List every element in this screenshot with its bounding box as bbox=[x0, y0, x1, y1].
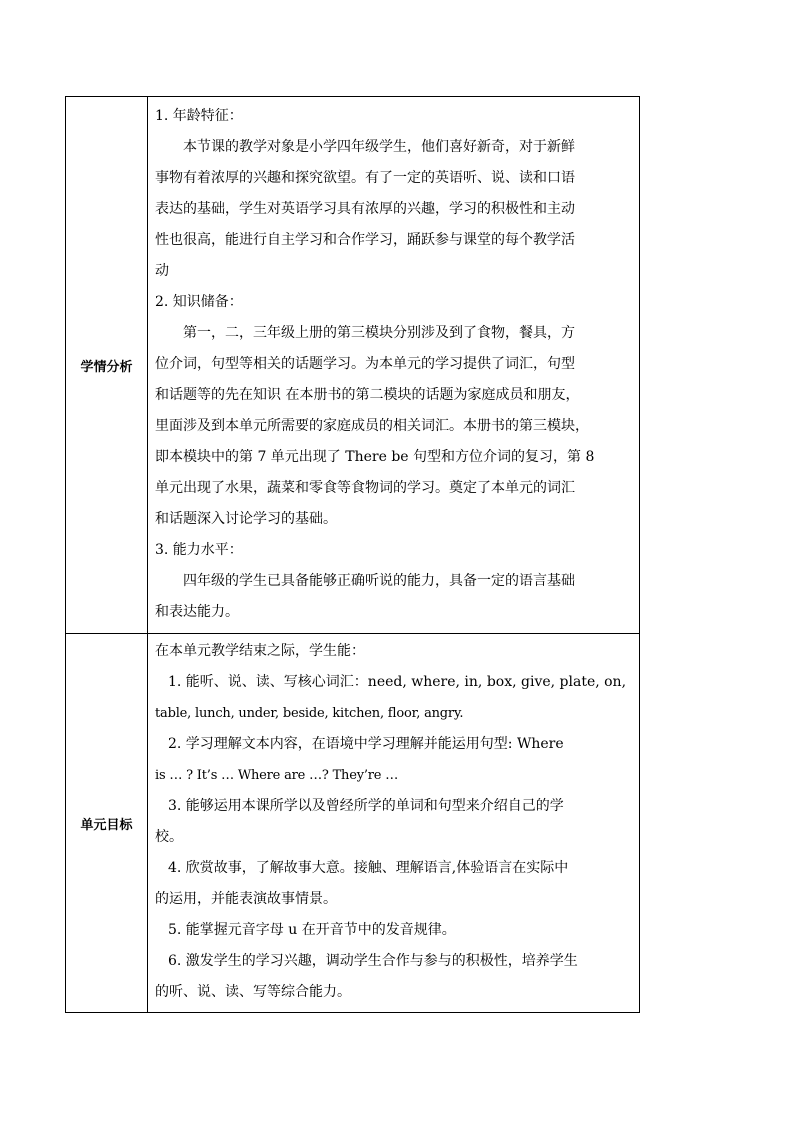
text-line: 在本单元教学结束之际，学生能： bbox=[155, 643, 365, 659]
row-label-unit-objectives: 单元目标 bbox=[66, 634, 148, 1013]
text-line: 里面涉及到本单元所需要的家庭成员的相关词汇。本册书的第三模块， bbox=[155, 417, 589, 434]
text-line: 3. 能够运用本课所学以及曾经所学的单词和句型来介绍自己的学 bbox=[168, 798, 564, 814]
text-line: 本节课的教学对象是小学四年级学生，他们喜好新奇，对于新鲜 bbox=[183, 138, 575, 155]
text-line: 第一，二，三年级上册的第三模块分别涉及到了食物，餐具，方 bbox=[183, 324, 575, 341]
text-line: 事物有着浓厚的兴趣和探究欲望。有了一定的英语听、说、读和口语 bbox=[155, 169, 575, 186]
text-line: 表达的基础，学生对英语学习具有浓厚的兴趣，学习的积极性和主动 bbox=[155, 200, 575, 217]
text-line: 和话题深入讨论学习的基础。 bbox=[155, 510, 337, 527]
text-line: 6. 激发学生的学习兴趣，调动学生合作与参与的积极性，培养学生 bbox=[168, 953, 578, 969]
text-line: 1. 能听、说、读、写核心词汇：need, where, in, box, give, plate, on, bbox=[168, 674, 627, 690]
table-row bbox=[66, 634, 640, 1013]
text-line: 位介词，句型等相关的话题学习。为本单元的学习提供了词汇，句型 bbox=[155, 355, 575, 372]
text-line: 动 bbox=[155, 262, 169, 279]
text-line: 和话题等的先在知识 在本册书的第二模块的话题为家庭成员和朋友， bbox=[155, 386, 580, 403]
text-line: 即本模块中的第 7 单元出现了 There be 句型和方位介词的复习，第 8 bbox=[155, 448, 595, 465]
text-line: 性也很高，能进行自主学习和合作学习，踊跃参与课堂的每个教学活 bbox=[155, 231, 575, 248]
text-line: 的运用，并能表演故事情景。 bbox=[155, 891, 337, 907]
text-line: 和表达能力。 bbox=[155, 603, 239, 620]
row-label-learning-analysis: 学情分析 bbox=[66, 97, 148, 634]
text-line: 4. 欣赏故事，了解故事大意。接触、理解语言,体验语言在实际中 bbox=[168, 860, 569, 876]
text-line: 5. 能掌握元音字母 u 在开音节中的发音规律。 bbox=[168, 922, 456, 938]
text-line: 的听、说、读、写等综合能力。 bbox=[155, 984, 351, 1000]
text-line: 四年级的学生已具备能够正确听说的能力，具备一定的语言基础 bbox=[183, 572, 575, 589]
table-row bbox=[66, 97, 640, 634]
text-line: 2. 学习理解文本内容，在语境中学习理解并能运用句型: Where bbox=[168, 736, 564, 752]
text-line: 1. 年龄特征： bbox=[155, 107, 243, 124]
lesson-plan-table bbox=[65, 96, 640, 1013]
text-line: 校。 bbox=[155, 829, 183, 845]
text-line: 3. 能力水平： bbox=[155, 541, 243, 558]
text-line: table, lunch, under, beside, kitchen, floor, angry. bbox=[155, 706, 464, 721]
text-line: 2. 知识储备： bbox=[155, 293, 243, 310]
unit-objectives-content bbox=[148, 634, 640, 1013]
text-line: is … ? It’s … Where are …? They’re … bbox=[155, 768, 399, 783]
text-line: 单元出现了水果，蔬菜和零食等食物词的学习。奠定了本单元的词汇 bbox=[155, 479, 575, 496]
learning-analysis-content bbox=[148, 97, 640, 634]
